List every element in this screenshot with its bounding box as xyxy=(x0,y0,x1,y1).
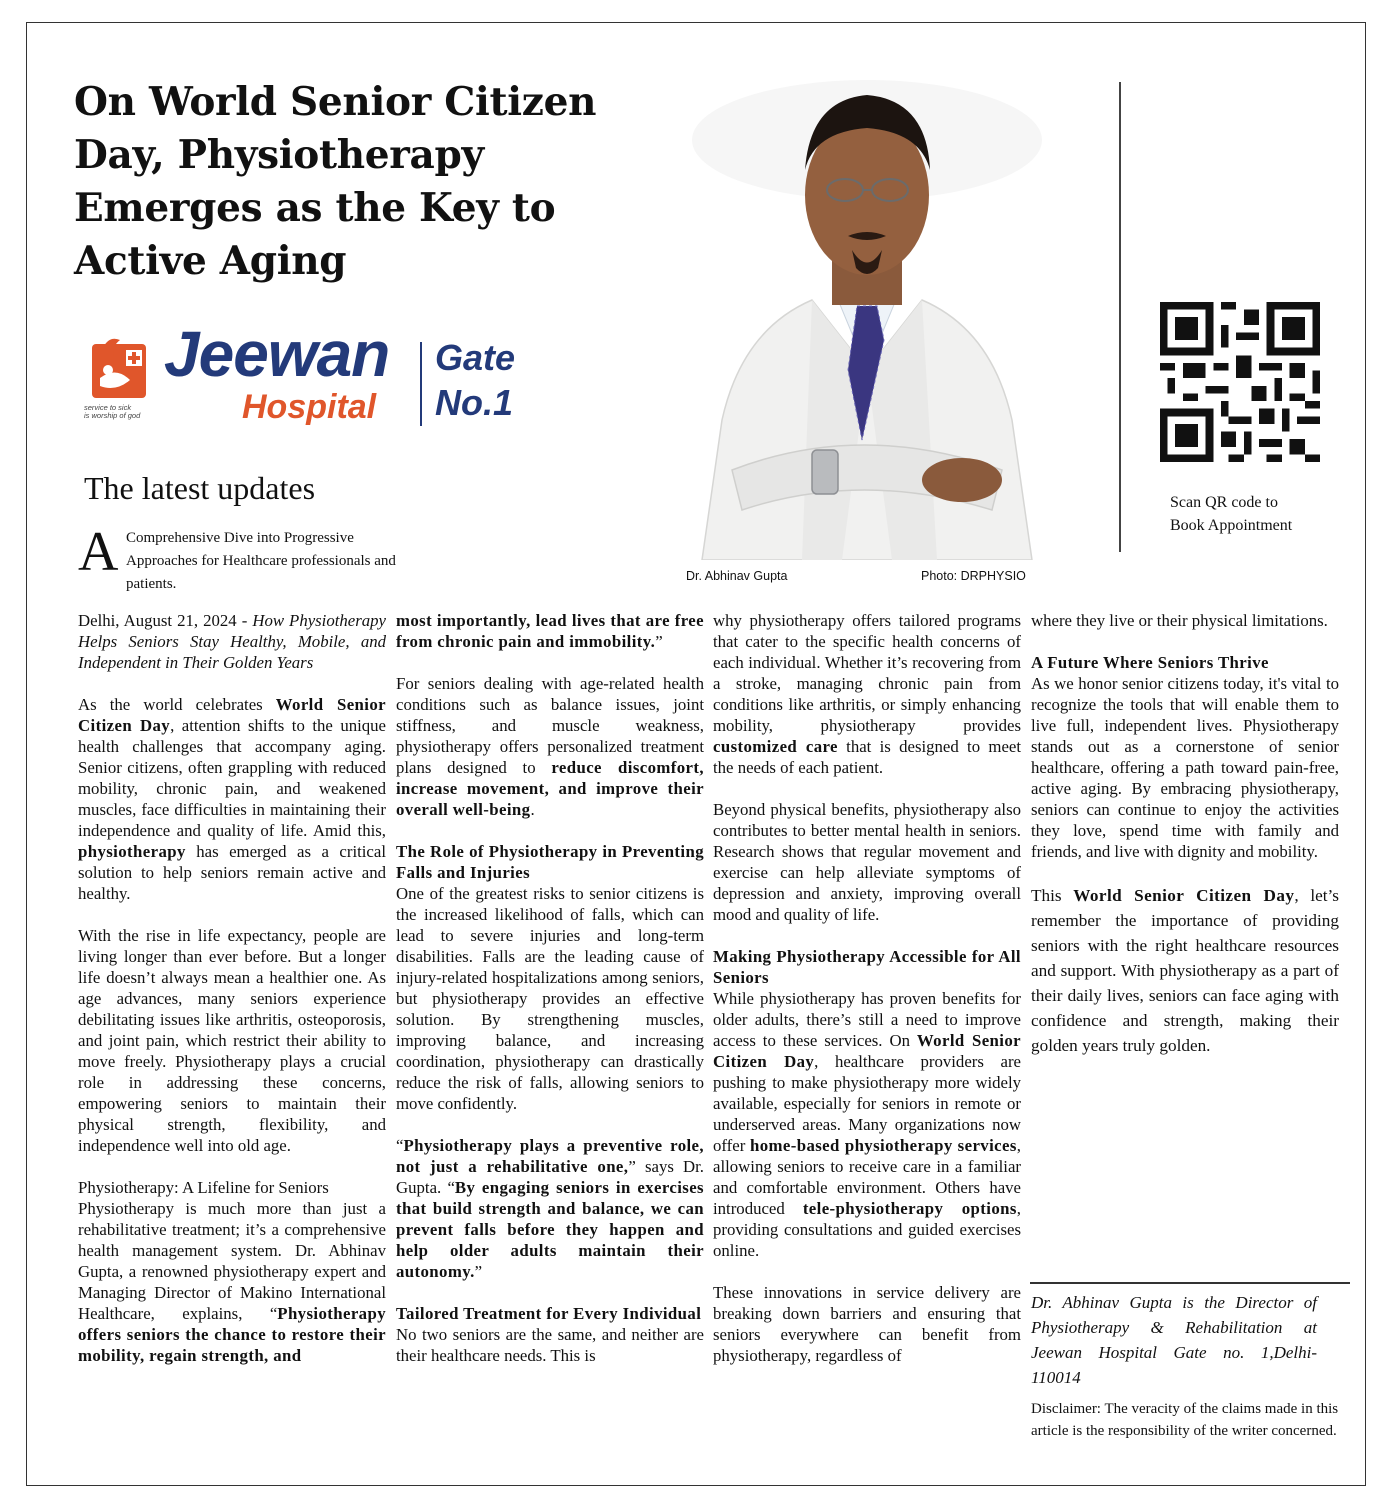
text: , providing consultations and guided exercises online. xyxy=(713,1199,1021,1260)
author-bio: Dr. Abhinav Gupta is the Director of Physiotherapy & Rehabilitation at Jeewan Hospital Gate no. 1,Delhi-110014 xyxy=(1031,1293,1317,1387)
subheading: Making Physiotherapy Accessible for All Seniors xyxy=(713,947,1021,987)
paragraph xyxy=(713,610,1021,778)
photo-caption-credit: Photo: DRPHYSIO xyxy=(921,569,1026,583)
paragraph xyxy=(396,1135,704,1282)
paragraph: One of the greatest risks to senior citizens is the increased likelihood of falls, which can lead to severe injuries and long-term disabilities. Falls are the leading cause of injury-related hospitalizations among seniors, but physiotherapy provides an effective solution. By strengthening muscles, improving balance, and increasing coordination, physiotherapy can drastically reduce the risk of falls, allowing seniors to move confidently. xyxy=(396,884,704,1113)
article-column-3 xyxy=(713,610,1021,1366)
text: , let’s remember the importance of providing seniors with the right healthcare resources and support. With physiotherapy as a part of their daily lives, seniors can face aging with confidence and strength, making their golden years truly golden. xyxy=(1031,886,1339,1055)
paragraph xyxy=(396,610,704,652)
text: Physiotherapy is much more than just a rehabilitative treatment; it’s a comprehensive health management system. Dr. Abhinav Gupta, a renowned physiotherapy expert and Managing Director of Makino International Healthcare, explains, “ xyxy=(78,1199,386,1323)
text: For seniors dealing with age-related health conditions such as balance issues, joint stiffness, and muscle weakness, physiotherapy offers personalized treatment plans designed to xyxy=(396,674,704,777)
paragraph xyxy=(1031,883,1339,1058)
logo-name-jeewan: Jeewan xyxy=(164,318,390,390)
emphasis: tele-physiotherapy options xyxy=(802,1199,1017,1218)
photo-caption-name: Dr. Abhinav Gupta xyxy=(686,569,788,583)
text: “ xyxy=(396,1136,404,1155)
emphasis: customized care xyxy=(713,737,838,756)
paragraph: Beyond physical benefits, physiotherapy also contributes to better mental health in seniors. Research shows that regular movement and exercise can help alleviate symptoms of depression and anxiety, improving overall mood and quality of life. xyxy=(713,800,1021,924)
quote: By engaging seniors in exercises that build strength and balance, we can prevent falls before they happen and help older adults maintain their autonomy. xyxy=(396,1178,704,1281)
subheading: Tailored Treatment for Every Individual xyxy=(396,1304,702,1323)
text: has emerged as a critical solution to help seniors remain active and healthy. xyxy=(78,842,386,903)
text: ” says Dr. Gupta. “ xyxy=(396,1157,704,1197)
text: , healthcare providers are pushing to make physiotherapy more widely available, especially for seniors in remote or underserved areas. Many organizations now offer xyxy=(713,1052,1021,1155)
qr-caption-line: Scan QR code to xyxy=(1170,494,1278,511)
logo-gate-number: No.1 xyxy=(435,382,514,423)
text: . xyxy=(530,800,535,819)
text: , attention shifts to the unique health challenges that accompany aging. Senior citizens, often grappling with reduced mobility, chronic pain, and weakened muscles, face difficulties in maintaining their independence and quality of life. Amid this, xyxy=(78,716,387,840)
hospital-emblem-icon xyxy=(86,326,152,402)
logo-gate: Gate xyxy=(435,337,516,378)
subheading: Physiotherapy: A Lifeline for Seniors xyxy=(78,1178,329,1197)
bio-divider xyxy=(1030,1282,1350,1284)
qr-caption-line: Book Appointment xyxy=(1170,517,1293,534)
subheading: The Role of Physiotherapy in Preventing Falls and Injuries xyxy=(396,842,704,882)
subheading: A Future Where Seniors Thrive xyxy=(1031,653,1269,672)
text: ” xyxy=(655,632,663,651)
paragraph: No two seniors are the same, and neither are their healthcare needs. This is xyxy=(396,1325,704,1365)
paragraph xyxy=(713,988,1021,1261)
disclaimer: Disclaimer: The veracity of the claims made in this article is the responsibility of the writer concerned. xyxy=(1031,1401,1339,1439)
headline-line: Day, Physiotherapy xyxy=(74,132,484,178)
doctor-portrait-photo xyxy=(662,40,1072,560)
dateline xyxy=(78,610,386,673)
emphasis: World Senior Citizen Day xyxy=(78,695,386,735)
article-column-4 xyxy=(1031,610,1339,1079)
paragraph: where they live or their physical limitations. xyxy=(1031,611,1328,630)
qr-caption xyxy=(1170,491,1340,537)
article-column-1 xyxy=(78,610,386,1366)
dateline-place: Delhi, August 21, 2024 - xyxy=(78,611,253,630)
paragraph: These innovations in service delivery are breaking down barriers and ensuring that seniors everywhere can benefit from physiotherapy, regardless of xyxy=(713,1283,1021,1365)
hospital-logo xyxy=(80,318,530,438)
text: , allowing seniors to receive care in a familiar and comfortable environment. Others have introduced xyxy=(713,1136,1021,1218)
quote: Physiotherapy plays a preventive role, not just a rehabilitative one, xyxy=(396,1136,704,1176)
section-title: The latest updates xyxy=(84,470,316,506)
drop-cap: A xyxy=(78,521,119,583)
logo-motto xyxy=(84,404,164,420)
emphasis: World Senior Citizen Day xyxy=(713,1031,1021,1071)
paragraph xyxy=(78,1198,386,1366)
text: why physiotherapy offers tailored programs that cater to the specific health concerns of each individual. Whether it’s recovering from a stroke, managing chronic pain from conditions like arthritis, or simply enhancing mobility, physiotherapy provides xyxy=(713,611,1021,735)
headline xyxy=(74,76,654,288)
article-column-2 xyxy=(396,610,704,1366)
paragraph xyxy=(78,694,386,904)
paragraph: As we honor senior citizens today, it's vital to recognize the tools that will enable them to live full, independent lives. Physiotherapy stands out as a cornerstone of senior healthcare, offering a path toward pain-free, active aging. By embracing physiotherapy, seniors can continue to enjoy the activities they love, spend time with family and friends, and live with dignity and mobility. xyxy=(1031,674,1339,861)
text: ” xyxy=(474,1262,483,1281)
intro-text: Comprehensive Dive into Progressive Approaches for Healthcare professionals and patients. xyxy=(126,530,396,592)
vertical-divider xyxy=(1119,82,1121,552)
motto-line: service to sick xyxy=(84,403,132,412)
emphasis: World Senior Citizen Day xyxy=(1073,886,1295,905)
logo-divider xyxy=(420,342,422,426)
qr-code-icon xyxy=(1160,302,1320,462)
quote: most importantly, lead lives that are free from chronic pain and immobility. xyxy=(396,611,704,651)
motto-line: is worship of god xyxy=(84,411,141,420)
headline-line: On World Senior Citizen xyxy=(74,79,597,125)
paragraph xyxy=(396,673,704,820)
headline-line: Emerges as the Key to xyxy=(74,185,556,231)
emphasis: home-based physiotherapy services xyxy=(749,1136,1017,1155)
quote: Physiotherapy offers seniors the chance to restore their mobility, regain strength, and xyxy=(78,1304,386,1365)
emphasis: reduce discomfort, increase movement, and improve their overall well-being xyxy=(396,758,704,819)
headline-line: Active Aging xyxy=(74,238,347,284)
text: This xyxy=(1031,886,1074,905)
text: that is designed to meet the needs of each patient. xyxy=(713,737,1021,777)
text: While physiotherapy has proven benefits for older adults, there’s still a need to improve access to these services. On xyxy=(713,989,1021,1050)
paragraph: With the rise in life expectancy, people are living longer than ever before. But a longer life doesn’t always mean a healthier one. As age advances, many seniors experience debilitating issues like arthritis, osteoporosis, and joint pain, which restrict their ability to move freely. Physiotherapy plays a crucial role in addressing these concerns, empowering seniors to maintain their physical strength, flexibility, and independence well into old age. xyxy=(78,926,386,1155)
emphasis: physiotherapy xyxy=(78,842,186,861)
text: As the world celebrates xyxy=(78,695,276,714)
logo-name-hospital: Hospital xyxy=(242,388,377,426)
dateline-title: How Physiotherapy Helps Seniors Stay Healthy, Mobile, and Independent in Their Golden Years xyxy=(78,611,386,672)
